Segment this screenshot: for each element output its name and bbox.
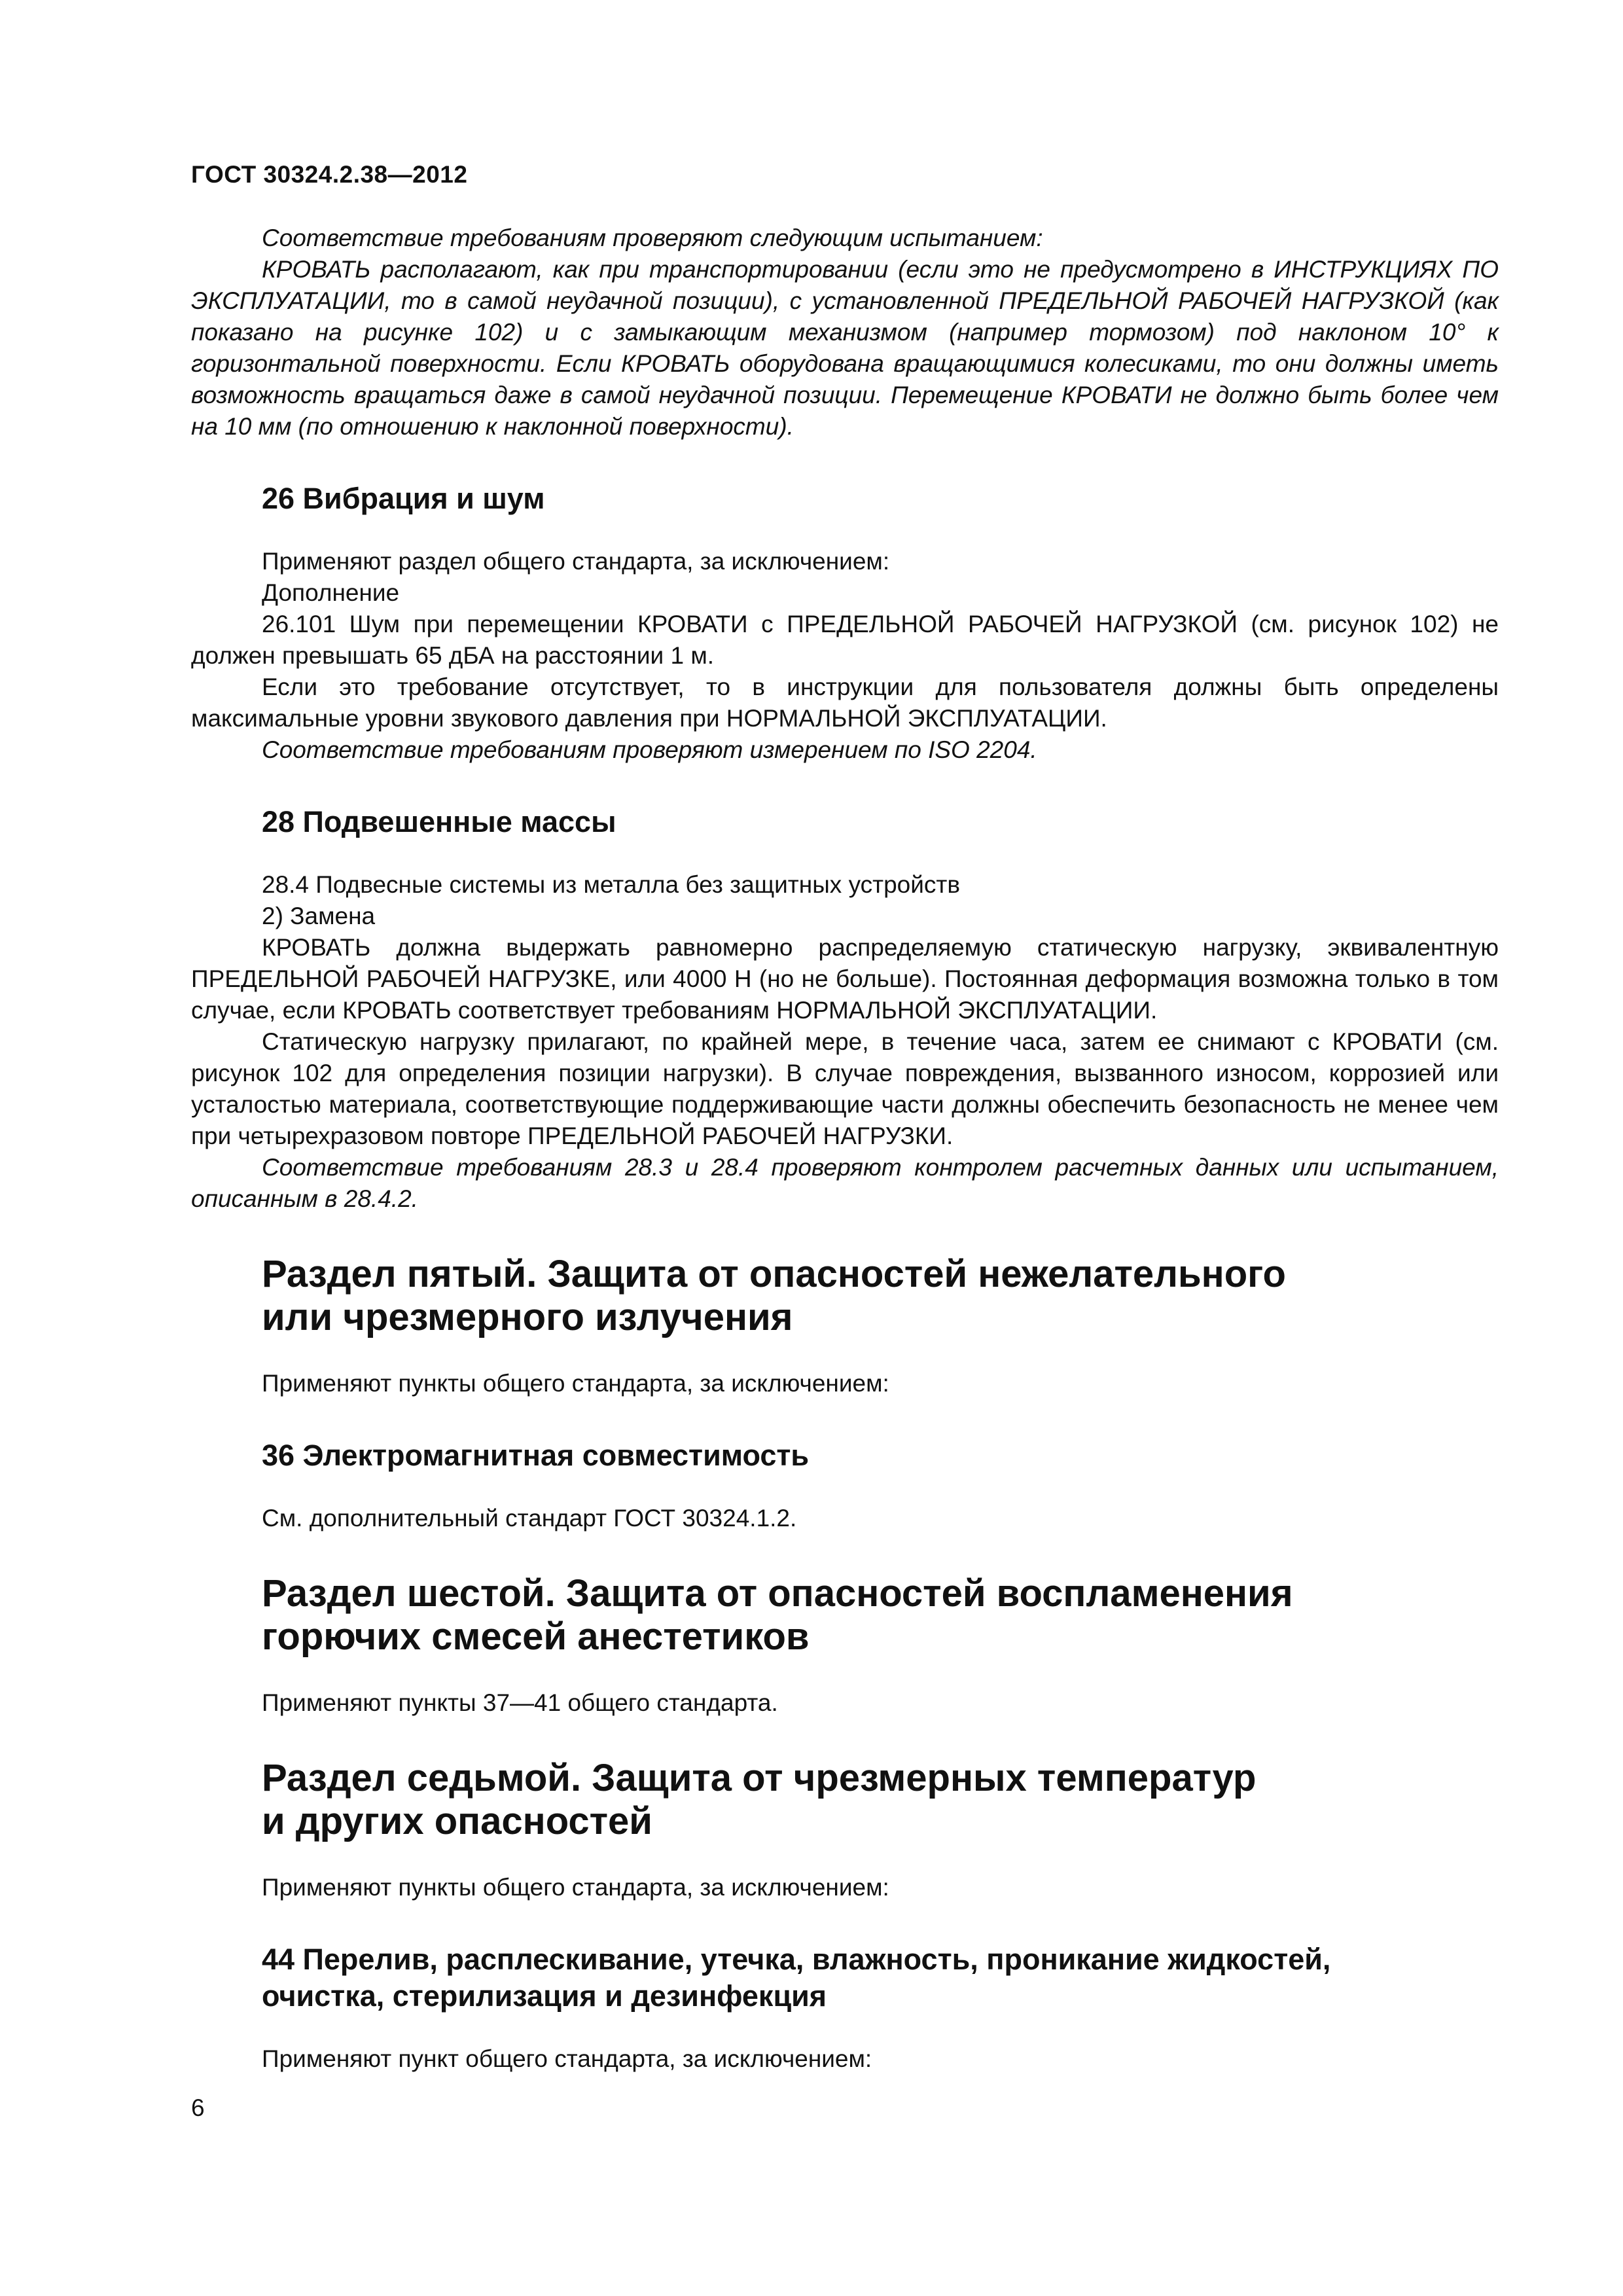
section-heading-line: Раздел седьмой. Защита от чрезмерных температур <box>262 1757 1257 1799</box>
paragraph: Статическую нагрузку прилагают, по крайней мере, в течение часа, затем ее снимают с КРОВАТИ (см. рисунок 102 для определения позиции нагрузки). В случае повреждения, вызванного износом, коррозией или усталостью материала, соответствующие поддерживающие части должны обеспечить безопасность не менее чем при четырехразовом повторе ПРЕДЕЛЬНОЙ РАБОЧЕЙ НАГРУЗКИ. <box>191 1028 1499 1149</box>
paragraph: Применяют пункт общего стандарта, за исключением: <box>262 2045 872 2072</box>
clause-heading-44 <box>191 1941 1499 2015</box>
section-heading-line: или чрезмерного излучения <box>262 1296 793 1338</box>
page-number: 6 <box>191 2094 205 2121</box>
paragraph: Соответствие требованиям 28.3 и 28.4 проверяют контролем расчетных данных или испытанием, описанным в 28.4.2. <box>191 1154 1499 1212</box>
section-heading-7 <box>191 1757 1499 1843</box>
paragraph: 28.4 Подвесные системы из металла без защитных устройств <box>262 871 961 898</box>
clause-heading-line: очистка, стерилизация и дезинфекция <box>262 1979 827 2013</box>
paragraph: Применяют пункты общего стандарта, за исключением: <box>262 1874 889 1901</box>
paragraph: КРОВАТЬ должна выдержать равномерно распределяемую статическую нагрузку, эквивалентную ПРЕДЕЛЬНОЙ РАБОЧЕЙ НАГРУЗКЕ, или 4000 Н (но не больше). Постоянная деформация возможна только в том случае, если КРОВАТЬ соответствует требованиям НОРМАЛЬНОЙ ЭКСПЛУАТАЦИИ. <box>191 934 1499 1024</box>
section-heading-line: Раздел шестой. Защита от опасностей воспламенения <box>262 1572 1293 1615</box>
document-body <box>191 223 1499 2075</box>
paragraph: Применяют пункты 37—41 общего стандарта. <box>262 1689 778 1716</box>
paragraph: Соответствие требованиям проверяют следующим испытанием: <box>262 224 1043 251</box>
paragraph: Соответствие требованиям проверяют измерением по ISO 2204. <box>262 736 1037 763</box>
paragraph: Применяют раздел общего стандарта, за исключением: <box>262 548 890 575</box>
paragraph: 26.101 Шум при перемещении КРОВАТИ с ПРЕДЕЛЬНОЙ РАБОЧЕЙ НАГРУЗКОЙ (см. рисунок 102) не должен превышать 65 дБА на расстоянии 1 м. <box>191 611 1499 669</box>
section-heading-line: горючих смесей анестетиков <box>262 1615 810 1658</box>
paragraph: 2) Замена <box>262 903 376 929</box>
clause-heading-28: 28 Подвешенные массы <box>262 805 616 838</box>
paragraph: Дополнение <box>262 579 400 606</box>
paragraph: Если это требование отсутствует, то в инструкции для пользователя должны быть определены максимальные уровни звукового давления при НОРМАЛЬНОЙ ЭКСПЛУАТАЦИИ. <box>191 673 1499 732</box>
clause-heading-line: 44 Перелив, расплескивание, утечка, влажность, проникание жидкостей, <box>262 1943 1331 1976</box>
clause-heading-36: 36 Электромагнитная совместимость <box>262 1439 810 1472</box>
paragraph: См. дополнительный стандарт ГОСТ 30324.1.2. <box>262 1505 797 1532</box>
section-heading-6 <box>191 1572 1499 1659</box>
section-heading-5 <box>191 1253 1499 1339</box>
document-code-header: ГОСТ 30324.2.38—2012 <box>191 161 468 188</box>
clause-heading-26: 26 Вибрация и шум <box>262 482 545 515</box>
section-heading-line: и других опасностей <box>262 1800 652 1842</box>
paragraph: Применяют пункты общего стандарта, за исключением: <box>262 1370 889 1397</box>
paragraph: КРОВАТЬ располагают, как при транспортировании (если это не предусмотрено в ИНСТРУКЦИЯХ ПО ЭКСПЛУАТАЦИИ, то в самой неудачной позиции), с установленной ПРЕДЕЛЬНОЙ РАБОЧЕЙ НАГРУЗКОЙ (как показано на рисунке 102) и с замыкающим механизмом (например тормозом) под наклоном 10° к горизонтальной поверхности. Если КРОВАТЬ оборудована вращающимися колесиками, то они должны иметь возможность вращаться даже в самой неудачной позиции. Перемещение КРОВАТИ не должно быть более чем на 10 мм (по отношению к наклонной поверхности). <box>191 256 1499 440</box>
section-heading-line: Раздел пятый. Защита от опасностей нежелательного <box>262 1253 1286 1295</box>
